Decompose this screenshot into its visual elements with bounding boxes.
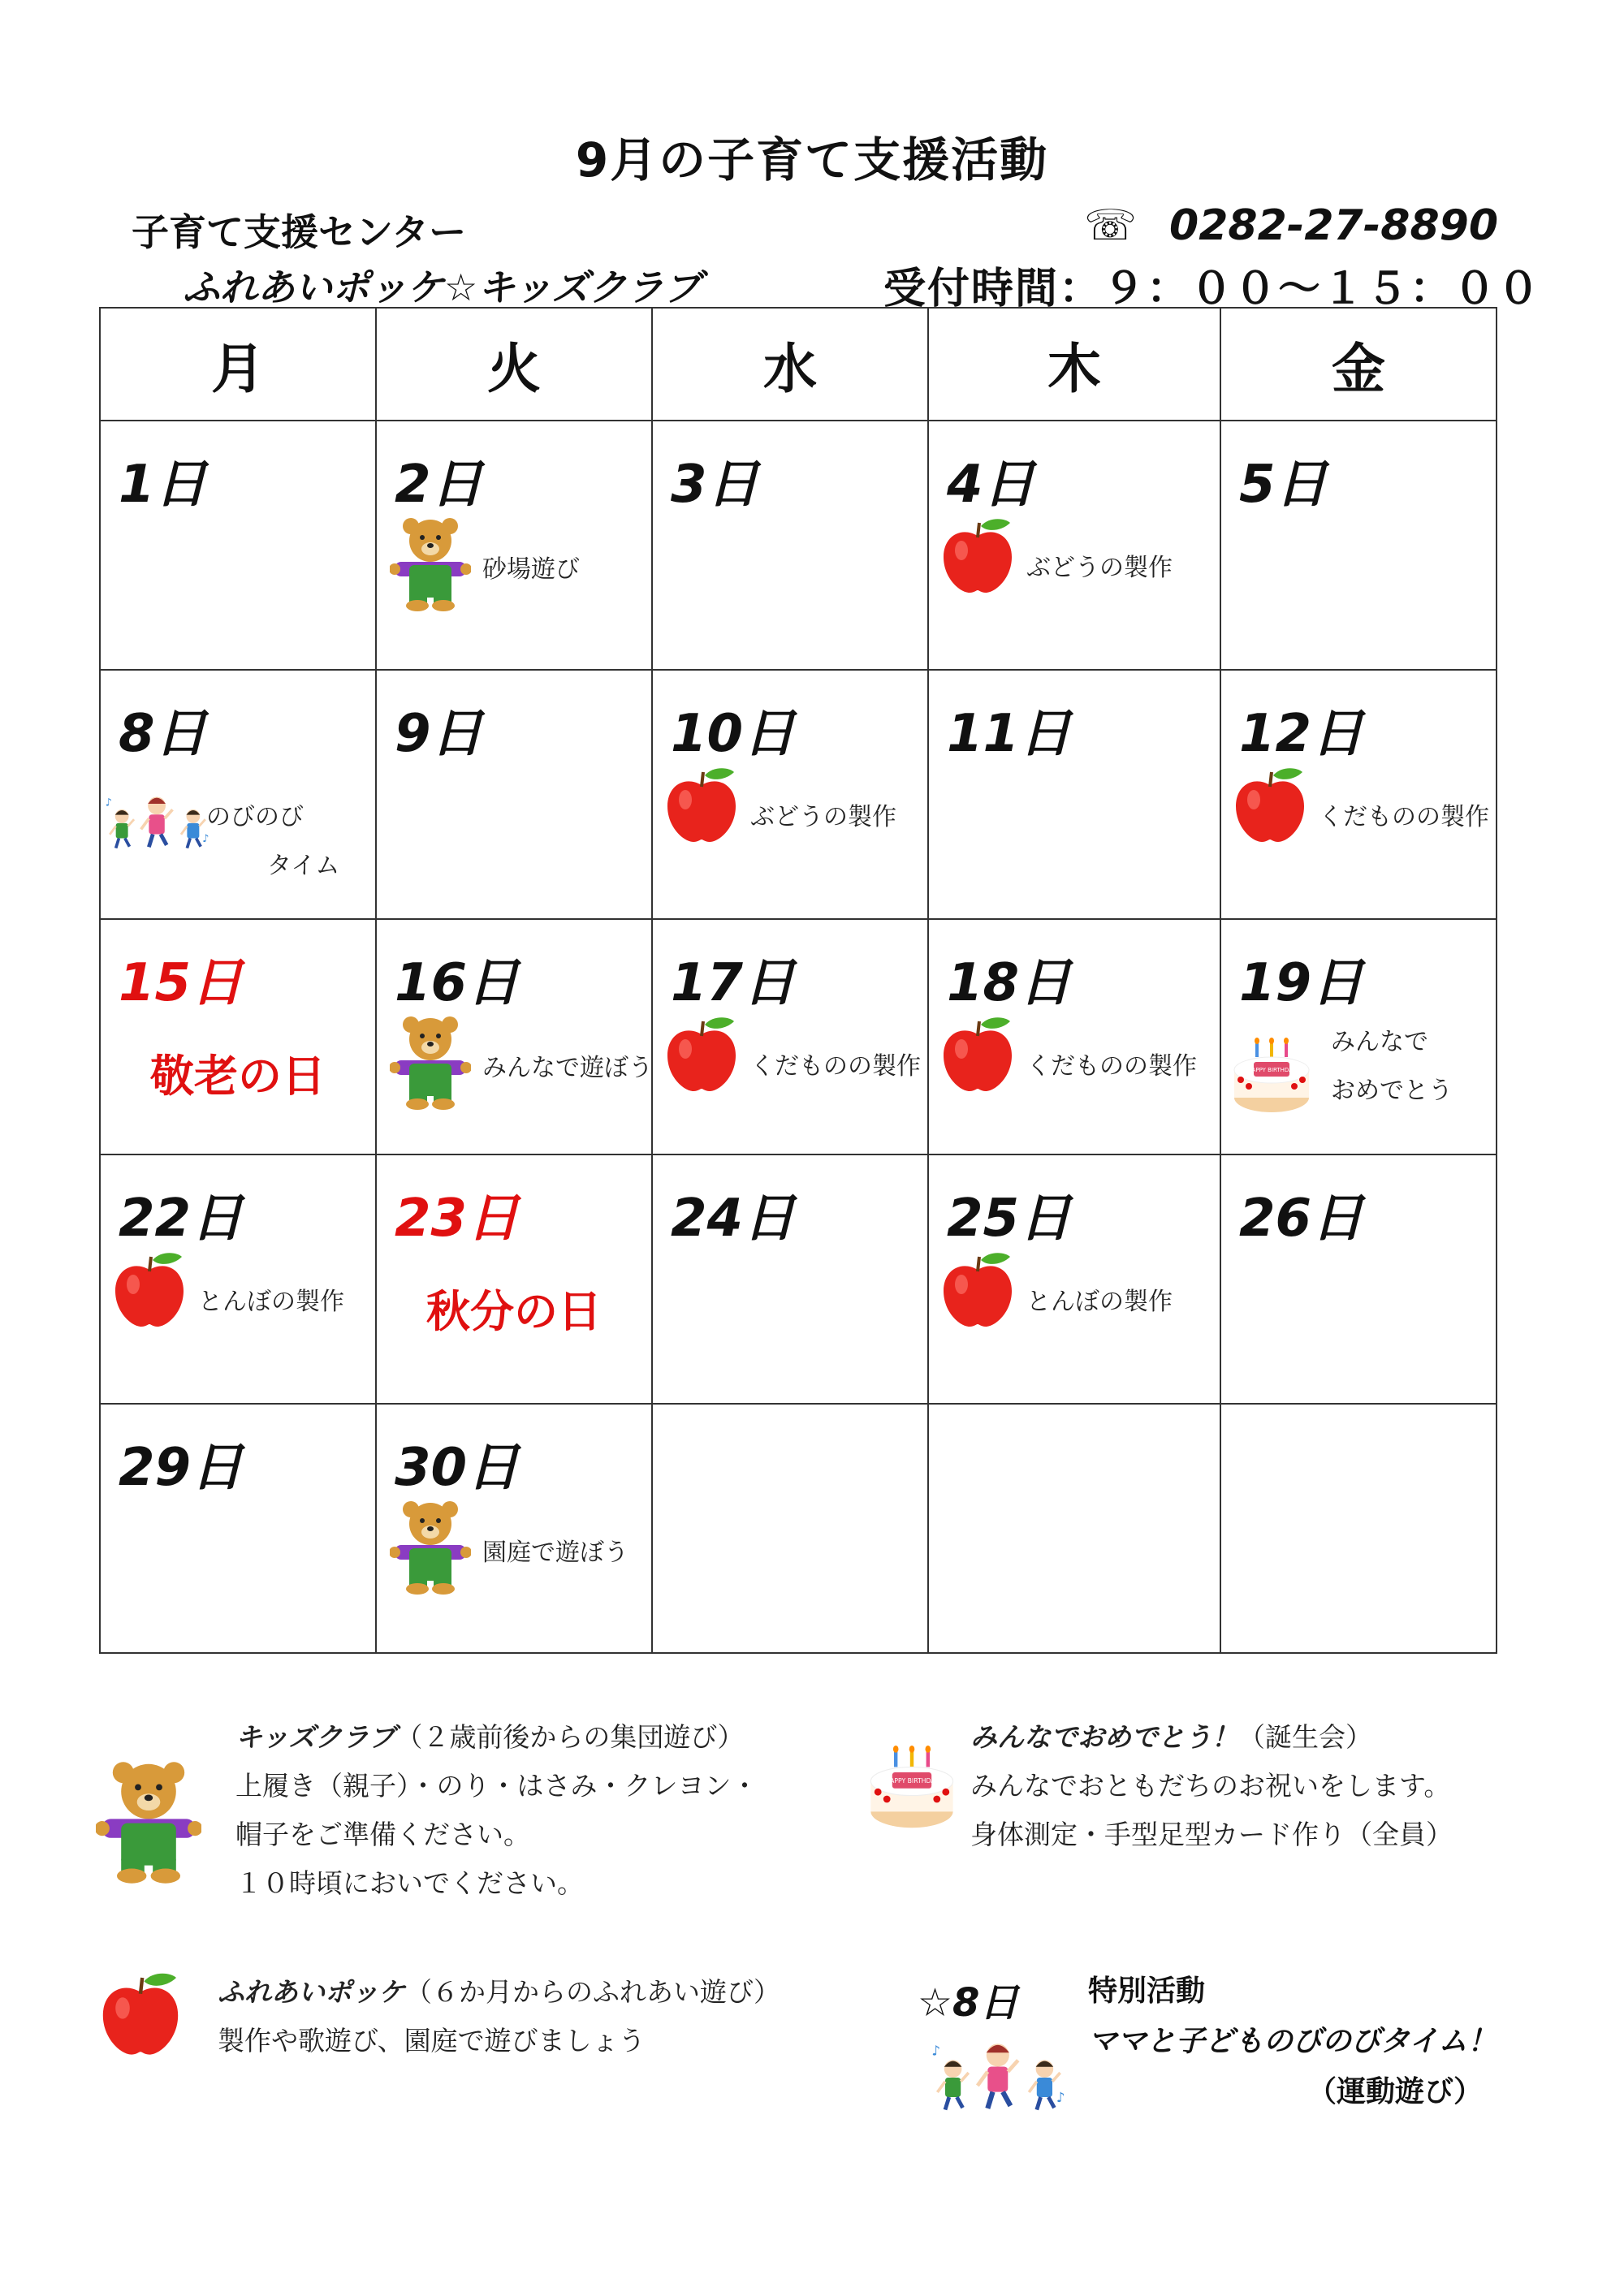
calendar-day-cell — [652, 670, 928, 919]
legend-birthday-note: （誕生会） — [1238, 1721, 1372, 1753]
day-number: 18日 — [947, 953, 1072, 1013]
activity-label: みんなで遊ぼう — [482, 1054, 653, 1082]
activity — [653, 1013, 927, 1135]
apple-icon — [937, 1249, 1018, 1333]
special-activity — [1088, 1966, 1497, 2117]
day-number: 24日 — [671, 1189, 796, 1249]
calendar-day-cell — [1220, 670, 1497, 919]
legend-birthday-line: みんなでおともだちのお祝いをします。 — [970, 1770, 1451, 1802]
bear-icon — [390, 1498, 471, 1599]
legend-fureai-line: 製作や歌遊び、園庭で遊びましょう — [218, 2025, 646, 2056]
calendar-day-cell — [100, 421, 376, 670]
calendar-day-cell — [928, 1154, 1220, 1404]
holiday-label: 秋分の日 — [426, 1286, 602, 1337]
activity-label: のびのび — [206, 803, 304, 831]
activity — [1221, 764, 1496, 886]
day-number: 4日 — [947, 455, 1035, 515]
activity-label: ぶどうの製作 — [750, 803, 896, 831]
calendar-day-cell — [100, 1154, 376, 1404]
legend-fureai-note: （６か月からのふれあい遊び） — [405, 1976, 780, 2008]
activity-label: 園庭で遊ぼう — [482, 1539, 628, 1567]
legend-kids-club-line: 帽子をご準備ください。 — [235, 1819, 530, 1850]
apple-icon — [661, 764, 742, 848]
weekday-header: 火 — [376, 308, 652, 421]
page-title: 9月の子育て支援活動 — [575, 132, 1049, 188]
calendar-week-row — [100, 670, 1497, 919]
weekday-header: 月 — [100, 308, 376, 421]
calendar-day-cell — [928, 670, 1220, 919]
calendar-day-cell — [1220, 1154, 1497, 1404]
calendar-day-cell — [928, 1404, 1220, 1653]
activity — [377, 515, 651, 637]
day-number: 19日 — [1239, 953, 1364, 1013]
svg-text:♪: ♪ — [202, 833, 209, 846]
calendar-week-row — [100, 1154, 1497, 1404]
calendar-day-cell — [652, 421, 928, 670]
day-number: 12日 — [1239, 704, 1364, 764]
day-number: 30日 — [395, 1438, 520, 1498]
activity — [929, 515, 1220, 637]
calendar-day-cell — [376, 670, 652, 919]
calendar-day-cell — [652, 919, 928, 1154]
calendar-week-row — [100, 421, 1497, 670]
legend-fureai — [218, 1968, 780, 2065]
activity-label: 砂場遊び — [482, 555, 580, 584]
apple-icon — [661, 1013, 742, 1098]
legend-kids-club — [235, 1713, 758, 1908]
day-number: 16日 — [395, 953, 520, 1013]
day-number: 3日 — [671, 455, 759, 515]
calendar-day-cell — [376, 1404, 652, 1653]
weekday-header: 金 — [1220, 308, 1497, 421]
calendar-day-cell — [376, 1154, 652, 1404]
day-number: 15日 — [119, 953, 244, 1013]
activity-label: みんなで — [1331, 1028, 1428, 1056]
calendar-week-row — [100, 919, 1497, 1154]
activity-label: くだものの製作 — [1026, 1052, 1197, 1081]
activity-label: とんぼの製作 — [1026, 1288, 1173, 1316]
weekday-header: 木 — [928, 308, 1220, 421]
svg-text:HAPPY BIRTHDAY: HAPPY BIRTHDAY — [885, 1777, 939, 1785]
activity-label: ぶどうの製作 — [1026, 554, 1173, 582]
svg-text:♪: ♪ — [1056, 2089, 1065, 2105]
calendar-day-cell — [928, 919, 1220, 1154]
calendar-day-cell — [652, 1404, 928, 1653]
activity-label: タイム — [267, 852, 340, 880]
day-number: 22日 — [119, 1189, 244, 1249]
special-title: 特別活動 — [1088, 1974, 1206, 2008]
calendar-day-cell — [376, 919, 652, 1154]
calendar-day-cell — [100, 670, 376, 919]
bear-icon — [96, 1752, 201, 1890]
legend-birthday-line: 身体測定・手型足型カード作り（全員） — [970, 1819, 1453, 1850]
special-line: （運動遊び） — [1307, 2075, 1484, 2108]
svg-text:♪: ♪ — [931, 2042, 940, 2059]
calendar-week-row — [100, 1404, 1497, 1653]
activity — [653, 764, 927, 886]
svg-text:HAPPY BIRTHDAY: HAPPY BIRTHDAY — [1247, 1067, 1296, 1073]
apple-icon — [937, 1013, 1018, 1098]
legend-kids-club-note: （２歳前後からの集団遊び） — [395, 1721, 745, 1753]
calendar-day-cell — [1220, 421, 1497, 670]
day-number: 17日 — [671, 953, 796, 1013]
special-day: ☆8日 — [918, 1980, 1019, 2026]
day-number: 1日 — [119, 455, 207, 515]
calendar-day-cell — [100, 919, 376, 1154]
day-number: 25日 — [947, 1189, 1072, 1249]
day-number: 8日 — [119, 704, 207, 764]
weekday-header-row — [100, 308, 1497, 421]
day-number: 5日 — [1239, 455, 1328, 515]
legend-kids-club-name: キッズクラブ — [235, 1721, 396, 1753]
legend-birthday-name: みんなでおめでとう！ — [970, 1721, 1238, 1753]
activity — [1221, 1013, 1496, 1135]
day-number: 23日 — [395, 1189, 520, 1249]
club-name: ふれあいポッケ☆キッズクラブ — [183, 265, 702, 309]
day-number: 26日 — [1239, 1189, 1364, 1249]
bear-icon — [390, 515, 471, 615]
activity — [377, 1013, 651, 1135]
bear-icon — [390, 1013, 471, 1114]
activity-label: とんぼの製作 — [198, 1288, 344, 1316]
legend-fureai-name: ふれあいポッケ — [218, 1976, 405, 2008]
running-kids-icon — [926, 2034, 1072, 2131]
apple-icon — [937, 515, 1018, 599]
activity — [101, 764, 375, 886]
apple-icon — [1229, 764, 1311, 848]
birthday-cake-icon — [1231, 1038, 1312, 1122]
special-line: ママと子どものびのびタイム！ — [1088, 2025, 1497, 2058]
day-number: 11日 — [947, 704, 1072, 764]
activity-label: くだものの製作 — [1319, 803, 1489, 831]
calendar-day-cell — [1220, 919, 1497, 1154]
center-name: 子育て支援センター — [132, 210, 467, 254]
calendar-table — [99, 307, 1497, 1654]
day-number: 9日 — [395, 704, 483, 764]
legend-birthday — [970, 1713, 1453, 1859]
running-kids-icon — [101, 788, 214, 869]
legend-kids-club-line: １０時頃においでください。 — [235, 1867, 584, 1899]
activity — [929, 1013, 1220, 1135]
day-number: 2日 — [395, 455, 483, 515]
legend-kids-club-line: 上履き（親子）・のり・はさみ・クレヨン・ — [235, 1770, 758, 1802]
apple-icon — [109, 1249, 190, 1333]
activity — [929, 1249, 1220, 1370]
apple-icon — [96, 1969, 185, 2058]
calendar-day-cell — [652, 1154, 928, 1404]
activity-label: くだものの製作 — [750, 1052, 921, 1081]
calendar-day-cell — [928, 421, 1220, 670]
activity — [101, 1249, 375, 1370]
calendar-day-cell — [100, 1404, 376, 1653]
holiday-label: 敬老の日 — [150, 1051, 326, 1102]
reception-hours: 受付時間：９：００～１５：００ — [883, 265, 1542, 313]
activity — [377, 1498, 651, 1620]
day-number: 10日 — [671, 704, 796, 764]
birthday-cake-icon — [867, 1746, 957, 1835]
weekday-header: 水 — [652, 308, 928, 421]
telephone-icon: ☏ — [1084, 201, 1138, 250]
day-number: 29日 — [119, 1438, 244, 1498]
calendar-day-cell — [376, 421, 652, 670]
activity-label: おめでとう — [1331, 1077, 1453, 1105]
phone-info — [1084, 201, 1498, 250]
phone-number[interactable]: 0282-27-8890 — [1169, 201, 1499, 250]
svg-text:♪: ♪ — [105, 796, 112, 809]
calendar-day-cell — [1220, 1404, 1497, 1653]
